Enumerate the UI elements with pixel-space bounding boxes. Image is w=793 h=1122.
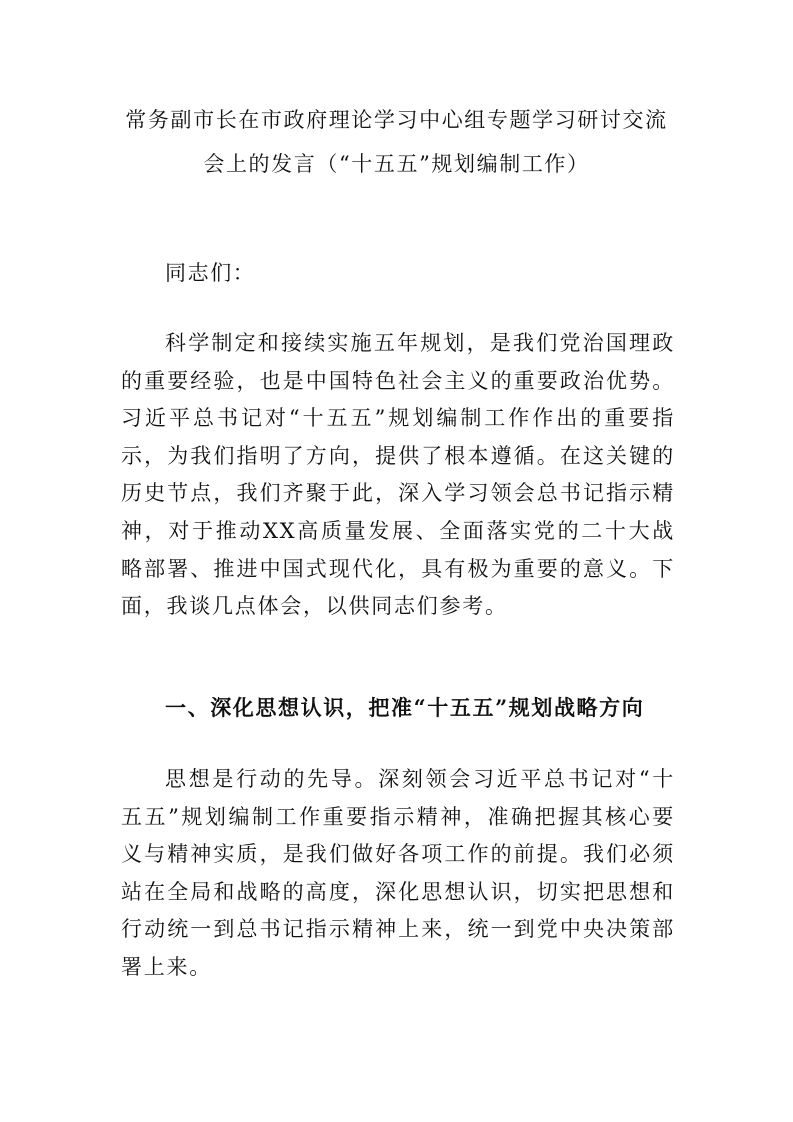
body-paragraph-2: 思想是行动的先导。深刻领会习近平总书记对“十五五”规划编制工作重要指示精神，准确把握其核心要义与精神实质，是我们做好各项工作的前提。我们必须站在全局和战略的高度，深化思想认识，切实把思想和行动统一到总书记指示精神上来，统一到党中央决策部署上来。: [121, 767, 675, 979]
salutation: 同志们：: [165, 261, 256, 285]
body-paragraph-1: 科学制定和接续实施五年规划，是我们党治国理政的重要经验，也是中国特色社会主义的重要政治优势。习近平总书记对“十五五”规划编制工作作出的重要指示，为我们指明了方向，提供了根本遵循。在这关键的历史节点，我们齐聚于此，深入学习领会总书记指示精神，对于推动XX高质量发展、全面落实党的二十大战略部署、推进中国式现代化，具有极为重要的意义。下面，我谈几点体会，以供同志们参考。: [121, 331, 675, 619]
section-heading-1: 一、深化思想认识，把准“十五五”规划战略方向: [165, 695, 645, 720]
document-title: 常务副市长在市政府理论学习中心组专题学习研讨交流会上的发言（“十五五”规划编制工作）: [125, 108, 668, 176]
